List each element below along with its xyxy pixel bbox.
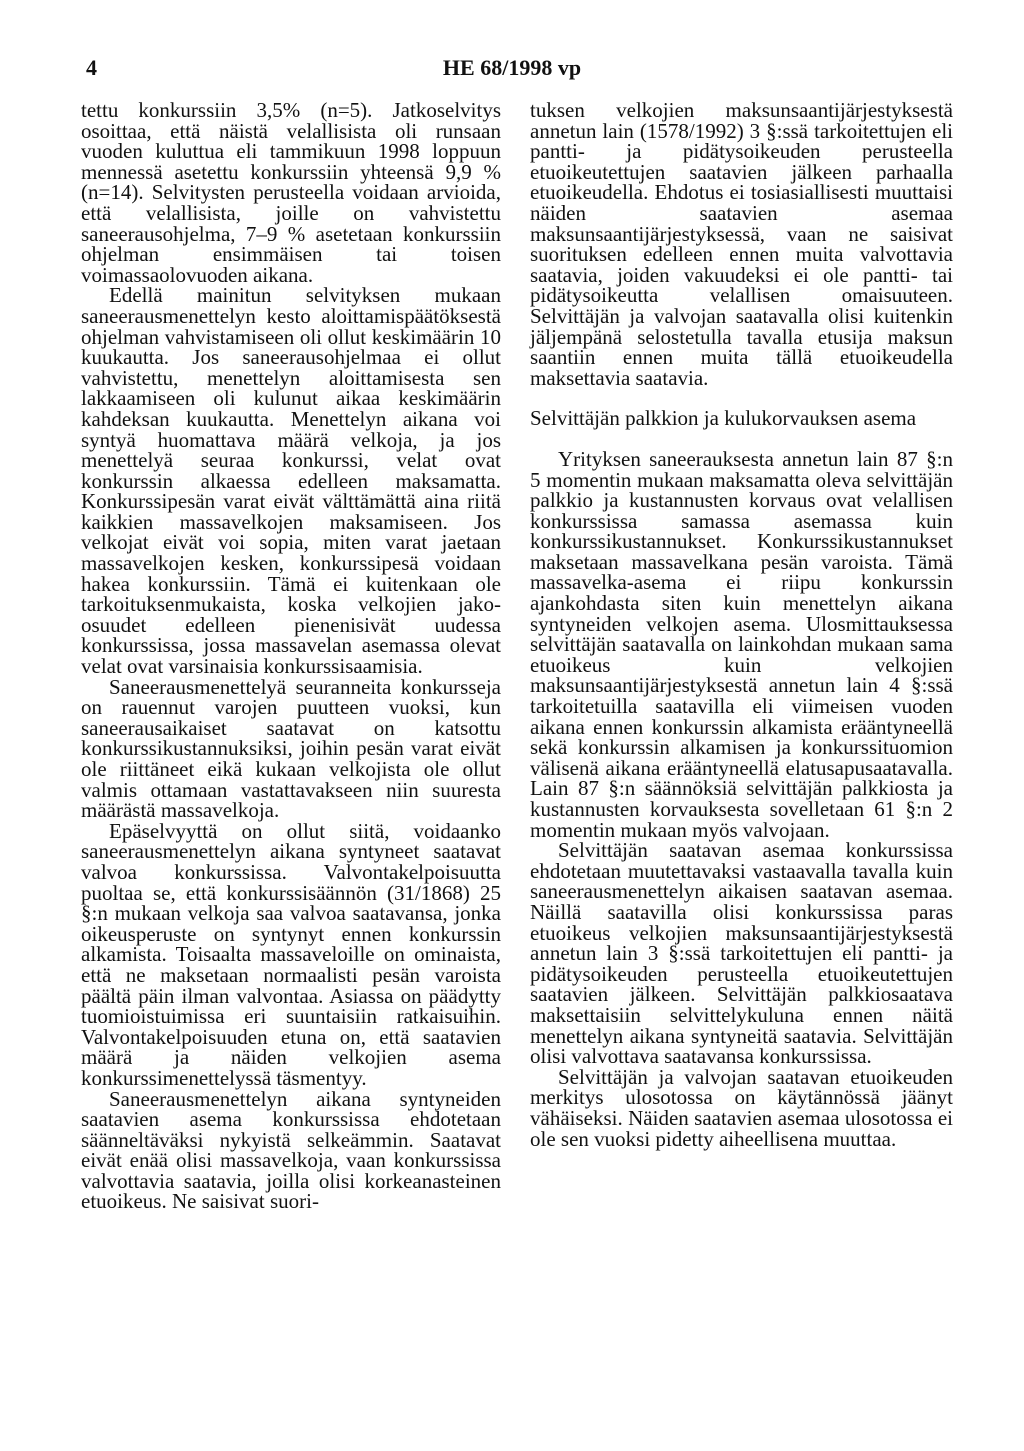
paragraph: tuksen velkojien maksunsaantijärjestyksestä annetun lain (1578/1992) 3 §:ssä tarkoitettujen eli pantti- ja pidätysoikeuden perusteella etuoikeutettujen saatavien jälkeen parhaalla etuoikeudella. Ehdotus ei tosiasiallisesti muuttaisi näiden saatavien asemaa maksunsaantijärjestyksessä, vaan ne saisivat suorituksen edelleen ennen muita valvottavia saatavia, joiden vakuudeksi ei ole pantti- tai pidätysoikeutta velallisen omaisuuteen. Selvittäjän ja valvojan saatavalla olisi kuitenkin jäljempänä selostetulla tavalla etusija maksun saantiin ennen muita tällä etuoikeudella maksettavia saatavia. <box>530 98 953 390</box>
paragraph: Yrityksen saneerauksesta annetun lain 87 §:n 5 momentin mukaan maksamatta oleva selvittäjän palkkio ja kustannusten korvaus ovat velallisen konkurssissa samassa asemassa kuin konkurssikustannukset. Konkurssikustannukset maksetaan massavelkana pesän varoista. Tämä massavelka-asema ei riipu konkurssin ajankohdasta siten kuin menettelyn aikana syntyneiden velkojen asema. Ulosmittauksessa selvittäjän saatavalla on lainkohdan mukaan sama etuoikeus kuin velkojien maksunsaantijärjestyksestä annetun lain 4 §:ssä tarkoitetuilla saatavilla eli viimeisen vuoden aikana ennen konkurssin alkamista erääntyneellä sekä konkurssin alkamisen ja konkurssituomion välisenä aikana erääntyneellä elatusapusaatavalla. Lain 87 §:n säännöksiä selvittäjän palkkiosta ja kustannusten korvauksesta sovelletaan 61 §:n 2 momentin mukaan myös valvojaan. <box>530 446 953 842</box>
section-spacer <box>530 388 953 408</box>
paragraph: Epäselvyyttä on ollut siitä, voidaanko saneerausmenettelyn aikana syntyneet saatavat valvoa konkurssissa. Valvontakelpoisuutta puoltaa se, että konkurssisäännön (31/1868) 25 §:n mukaan velkoja saa valvoa saatavansa, jonka oikeusperuste on syntynyt ennen konkurssin alkamista. Toisaalta massaveloille on ominaista, että ne maksetaan normaalisti pesän varoista päältä päin ilman valvontaa. Asiassa on päädytty tuomioistuimissa eri suuntaisiin ratkaisuihin. Valvontakelpoisuuden etuna on, että saatavien määrä ja näiden velkojien asema konkurssimenettelyssä täsmentyy. <box>81 818 501 1090</box>
paragraph: Selvittäjän saatavan asemaa konkurssissa ehdotetaan muutettavaksi vastaavalla tavalla kuin saneerausmenettelyn aikaisen saatavan asemaa. Näillä saatavilla olisi konkurssissa paras etuoikeus velkojien maksunsaantijärjestyksestä annetun lain 3 §:ssä tarkoitettujen eli pantti- ja pidätysoikeuden perusteella etuoikeutettujen saatavien jälkeen. Selvittäjän palkkiosaatava maksettaisiin selvittelykuluna ennen näitä menettelyn aikana syntyneitä saatavia. Selvittäjän olisi valvottava saatavansa konkurssissa. <box>530 838 953 1069</box>
page-number: 4 <box>86 55 97 80</box>
paragraph: Saneerausmenettelyä seuranneita konkursseja on rauennut varojen puutteen vuoksi, kun saneerausaikaiset saatavat on katsottu konkurssikustannuksiksi, joihin pesän varat eivät ole riittäneet eikä kukaan velkojista ole ollut valmis ottamaan vastattavakseen niin suuresta määrästä massavelkoja. <box>81 674 501 823</box>
left-column <box>81 100 501 1212</box>
right-column <box>530 100 953 1149</box>
paragraph: Edellä mainitun selvityksen mukaan saneerausmenettelyn kesto aloittamispäätöksestä ohjelman vahvistamiseen oli ollut keskimäärin 10 kuukautta. Jos saneerausohjelmaa ei ollut vahvistettu, menettelyn aloittamisesta sen lakkaamiseen oli kulunut aikaa keskimäärin kahdeksan kuukautta. Menettelyn aikana voi syntyä huomattava määrä velkoja, ja jos menettelyä seuraa konkurssi, velat ovat konkurssin alkaessa edelleen maksamatta. Konkurssipesän varat eivät välttämättä aina riitä kaikkien massavelkojen maksamiseen. Jos velkojat eivät voi sopia, miten varat jaetaan massavelkojen kesken, konkurssipesä voidaan hakea konkurssiin. Tämä ei kuitenkaan ole tarkoituksenmukaista, koska velkojien jako-osuudet edelleen pienenisivät uudessa konkurssissa, jossa massavelan asemassa olevat velat ovat varsinaisia konkurssisaamisia. <box>81 283 501 679</box>
section-spacer <box>530 429 953 449</box>
paragraph: tettu konkurssiin 3,5% (n=5). Jatkoselvitys osoittaa, että näistä velallisista oli runsaan vuoden kuluttua eli tammikuun 1998 loppuun mennessä asetettu konkurssiin yhteensä 9,9 % (n=14). Selvitysten perusteella voidaan arvioida, että velallisista, joille on vahvistettu saneerausohjelma, 7–9 % asetetaan konkurssiin ohjelman ensimmäisen tai toisen voimassaolovuoden aikana. <box>81 98 501 287</box>
section-heading: Selvittäjän palkkion ja kulukorvauksen asema <box>530 406 917 431</box>
paragraph: Selvittäjän ja valvojan saatavan etuoikeuden merkitys ulosotossa on käytännössä jäänyt vähäiseksi. Näiden saatavien asemaa ulosotossa ei ole sen vuoksi pidetty aiheellisena muuttaa. <box>530 1064 953 1151</box>
running-head: HE 68/1998 vp <box>442 55 582 80</box>
paragraph: Saneerausmenettelyn aikana syntyneiden saatavien asema konkurssissa ehdotetaan säänneltäväksi nykyistä selkeämmin. Saatavat eivät enää olisi massavelkoja, vaan konkurssissa valvottavia saatavia, joilla olisi korkeanasteinen etuoikeus. Ne saisivat suori- <box>81 1086 501 1214</box>
